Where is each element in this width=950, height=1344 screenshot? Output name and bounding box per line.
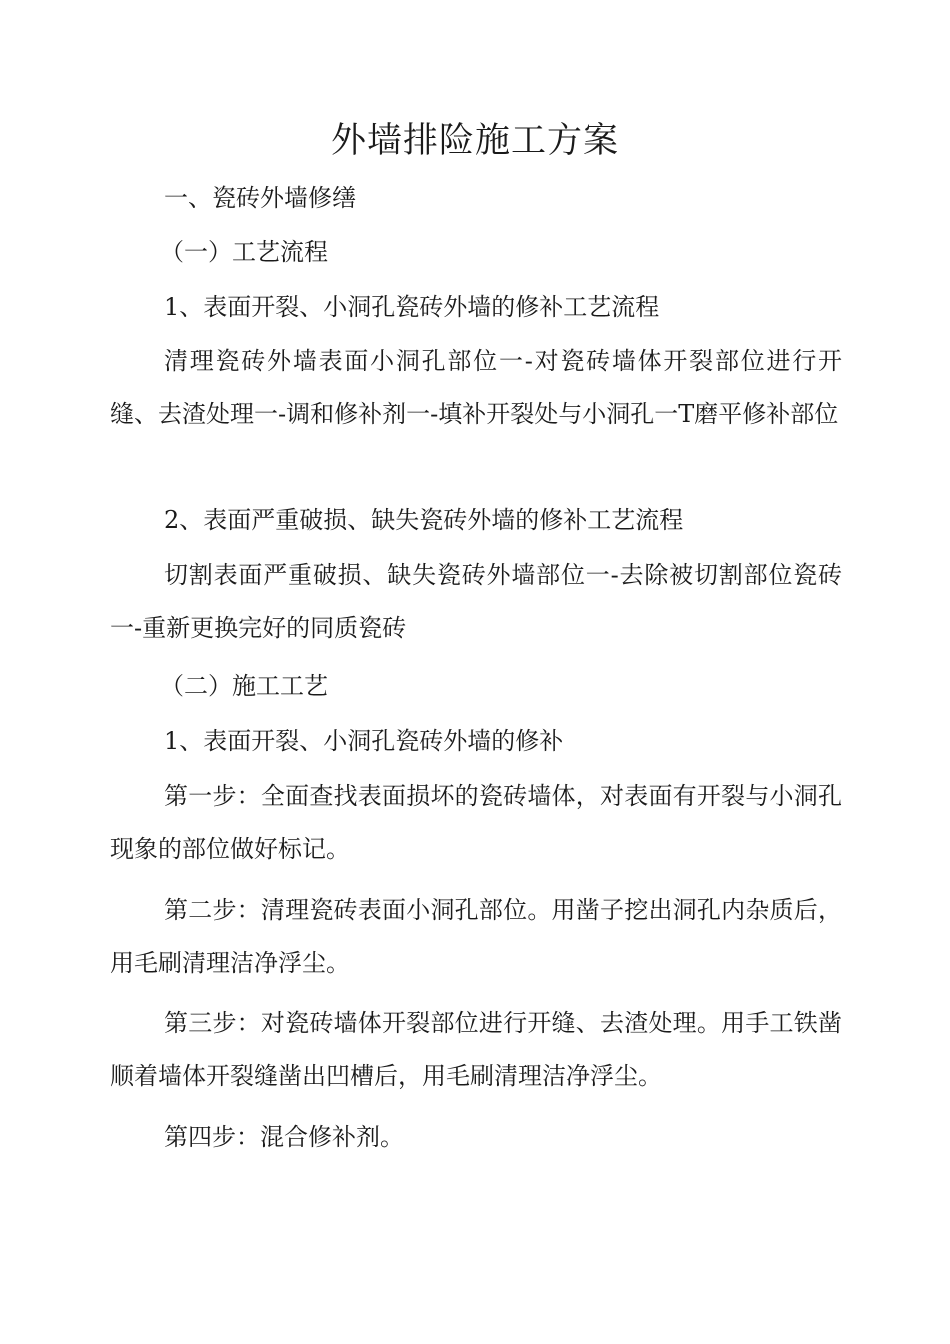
heading-subsection-1: （一）工艺流程 [160,238,328,266]
heading-section-1: 一、瓷砖外墙修缮 [164,184,356,212]
paragraph-step-4: 第四步：混合修补剂。 [164,1123,404,1151]
paragraph-step-1: 第一步：全面查找表面损坏的瓷砖墙体，对表面有开裂与小洞孔现象的部位做好标记。 [110,782,842,863]
paragraph-process-1: 清理瓷砖外墙表面小洞孔部位一-对瓷砖墙体开裂部位进行开缝、去渣处理一-调和修补剂一-填补开裂处与小洞孔一T磨平修补部位 [110,347,842,428]
document-title: 外墙排险施工方案 [330,121,619,161]
heading-subsection-2: （二）施工工艺 [160,672,328,700]
heading-item-2: 2、表面严重破损、缺失瓷砖外墙的修补工艺流程 [164,506,684,534]
paragraph-process-2: 切割表面严重破损、缺失瓷砖外墙部位一-去除被切割部位瓷砖一-重新更换完好的同质瓷砖 [110,561,842,642]
paragraph-step-2: 第二步：清理瓷砖表面小洞孔部位。用凿子挖出洞孔内杂质后，用毛刷清理洁净浮尘。 [110,896,842,977]
heading-item-1: 1、表面开裂、小洞孔瓷砖外墙的修补工艺流程 [164,293,660,321]
heading-item-3: 1、表面开裂、小洞孔瓷砖外墙的修补 [164,727,564,755]
paragraph-step-3: 第三步：对瓷砖墙体开裂部位进行开缝、去渣处理。用手工铁凿顺着墙体开裂缝凿出凹槽后，用毛刷清理洁净浮尘。 [110,1009,842,1090]
